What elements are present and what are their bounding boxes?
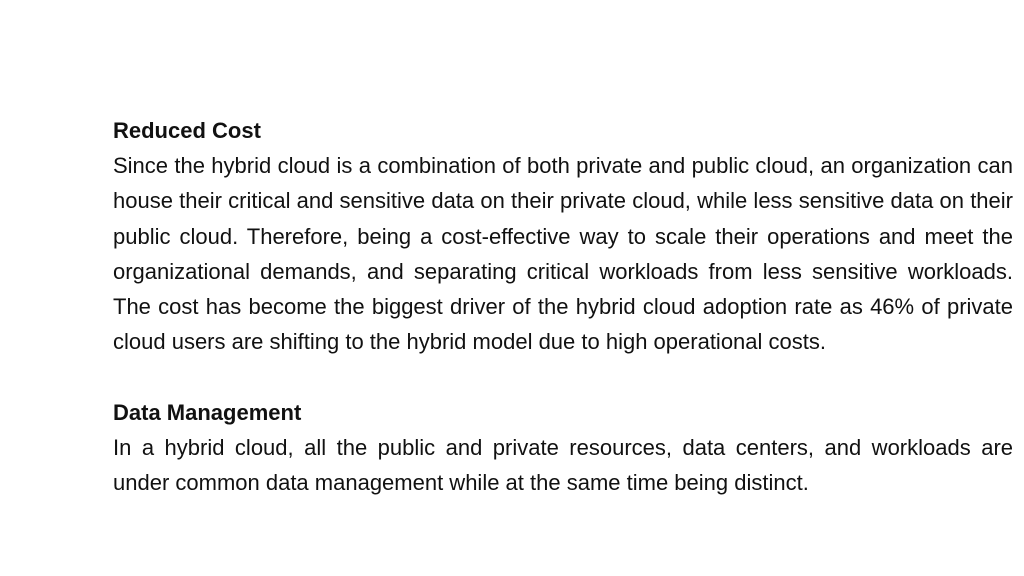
section-data-management [113,395,1013,501]
section-heading: Reduced Cost [113,118,261,143]
section-paragraph: In a hybrid cloud, all the public and private resources, data centers, and workloads are under common data management while at the same time being distinct. [113,434,1013,496]
section-reduced-cost [113,113,1013,360]
section-paragraph: Since the hybrid cloud is a combination of both private and public cloud, an organization can house their critical and sensitive data on their private cloud, while less sensitive data on their public cloud. Therefore, being a cost-effective way to scale their operations and meet the organizational demands, and separating critical workloads from less sensitive workloads. The cost has become the biggest driver of the hybrid cloud adoption rate as 46% of private cloud users are shifting to the hybrid model due to high operational costs. [113,153,1013,355]
section-heading: Data Management [113,399,302,425]
document-content [113,113,1013,500]
